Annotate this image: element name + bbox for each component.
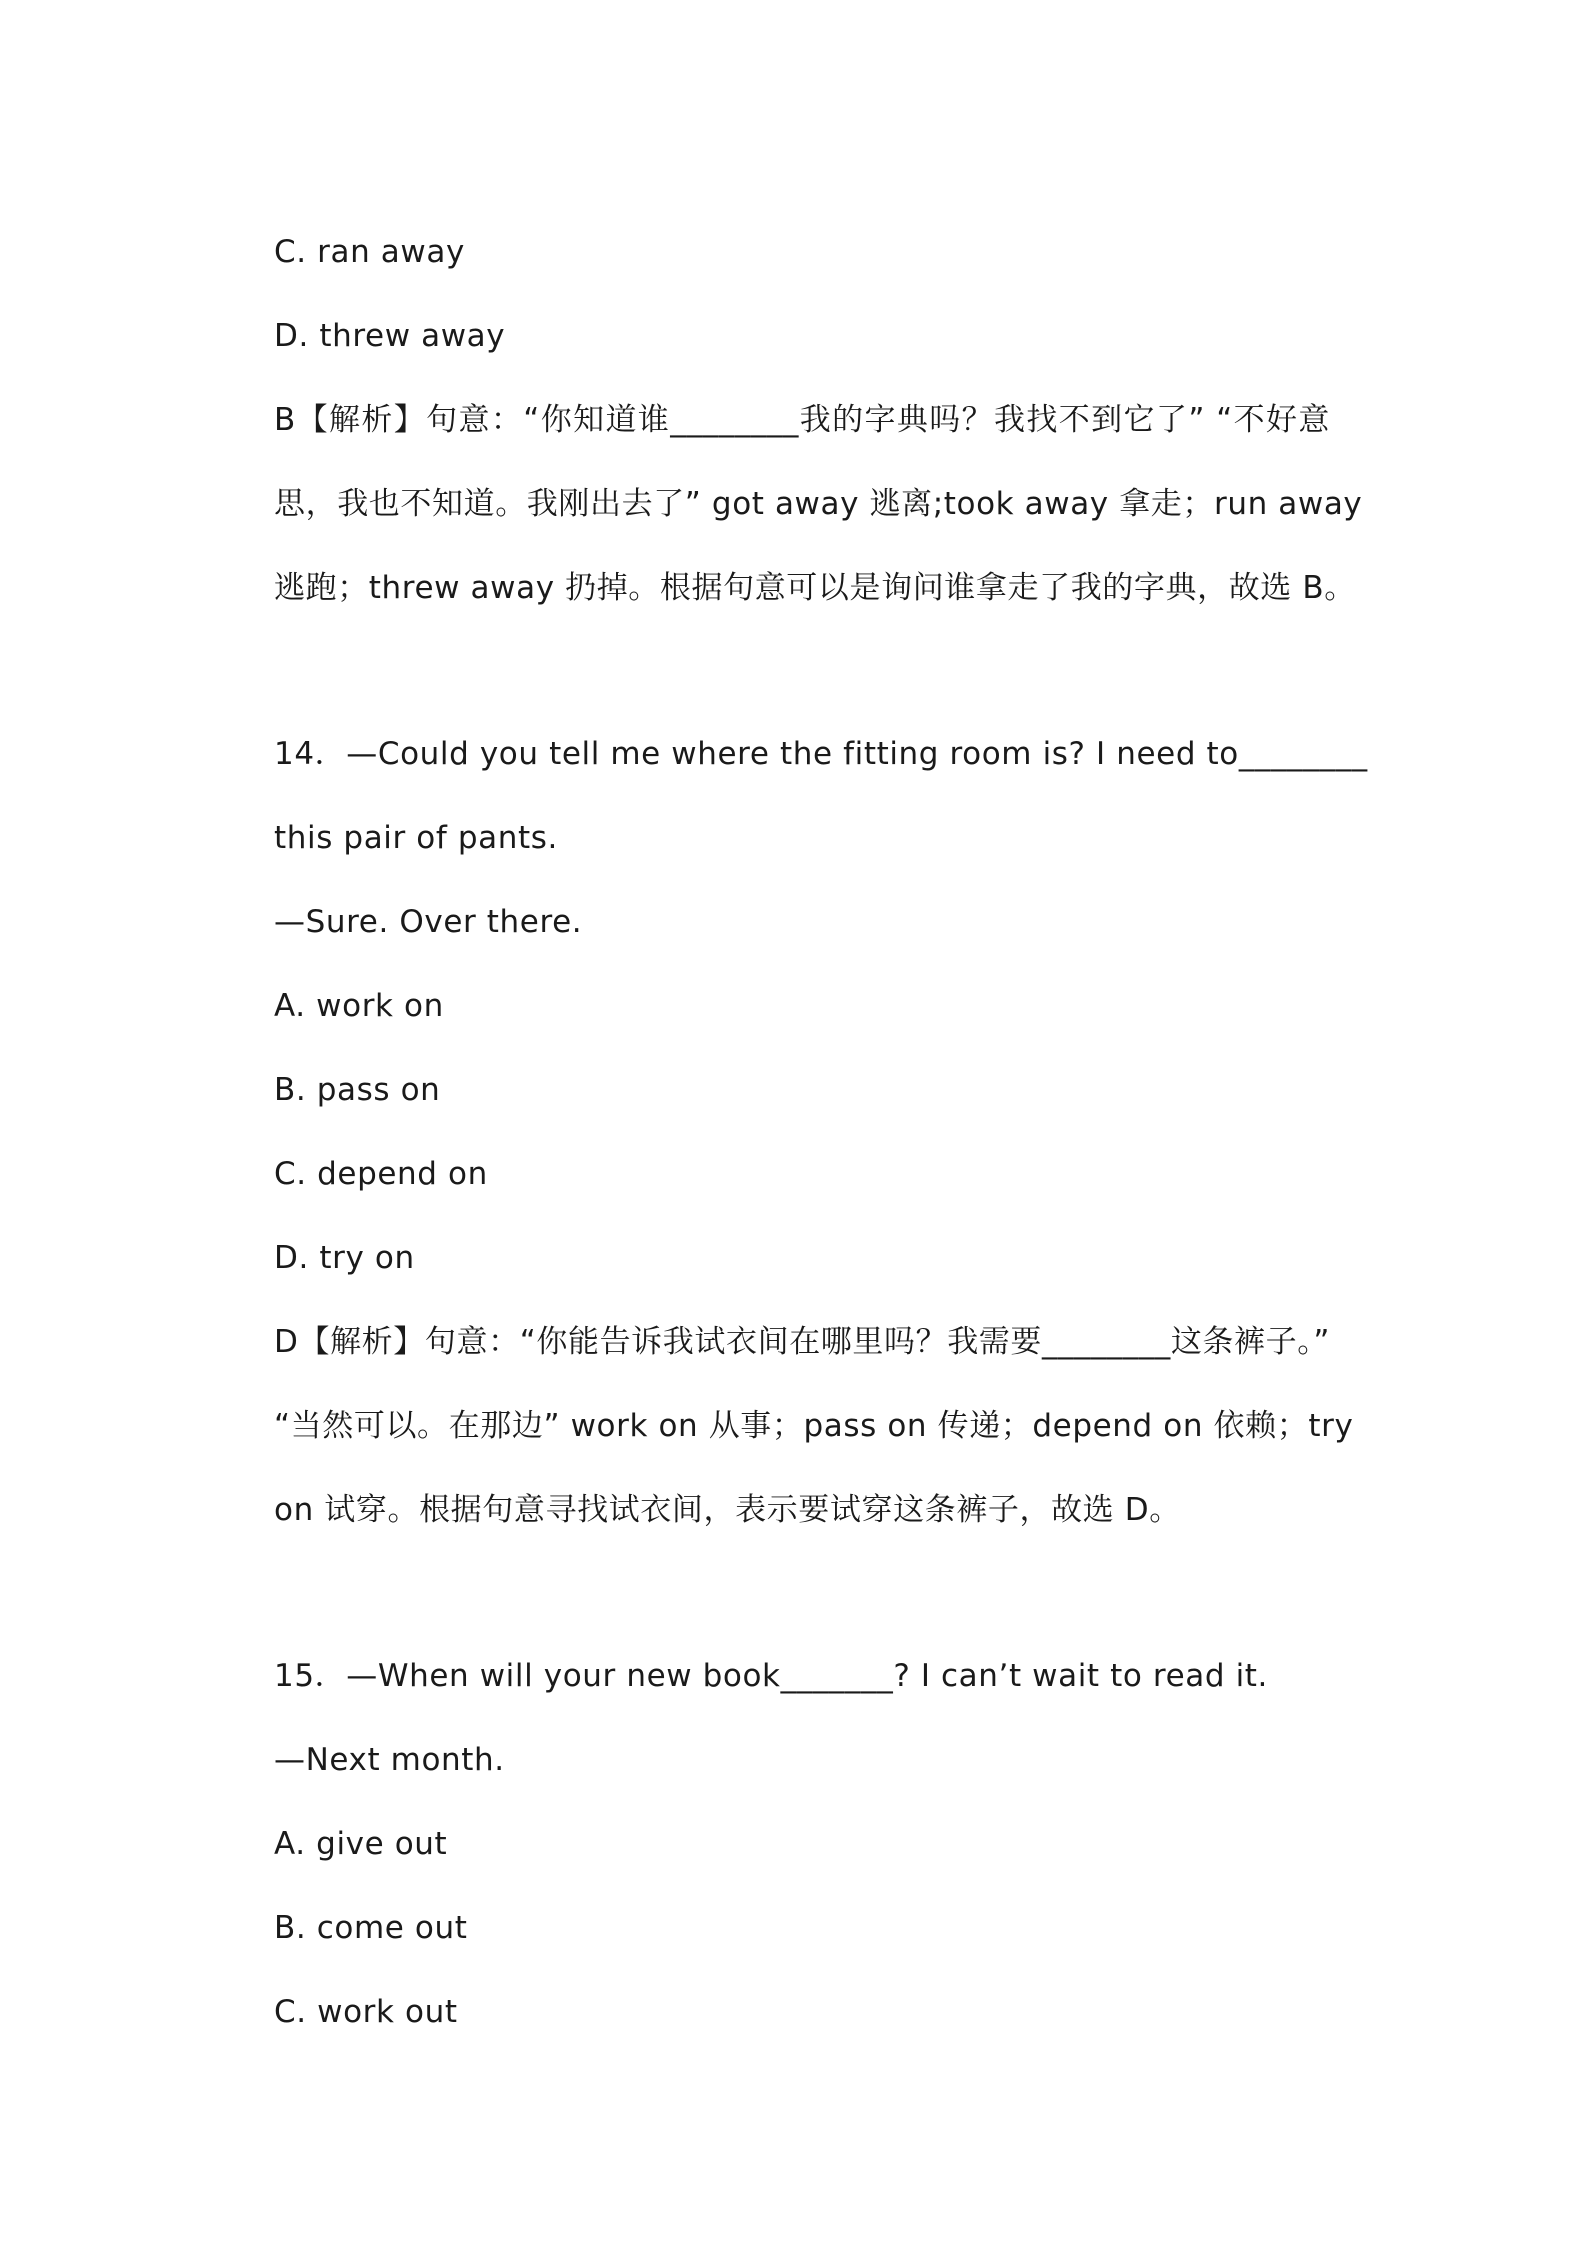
- q13-explanation-line-1: B【解析】句意：“你知道谁________我的字典吗？我找不到它了” “不好意: [274, 402, 1330, 438]
- q14-explanation-line-1: D【解析】句意：“你能告诉我试衣间在哪里吗？我需要________这条裤子。”: [274, 1324, 1330, 1360]
- q15-option-a: A. give out: [274, 1826, 448, 1862]
- q14-option-d: D. try on: [274, 1240, 415, 1276]
- q14-option-b: B. pass on: [274, 1072, 441, 1108]
- page-content: [274, 210, 1368, 2054]
- q14-explanation-line-2: “当然可以。在那边” work on 从事；pass on 传递；depend on 依赖；try: [274, 1408, 1354, 1444]
- question-spacer: [274, 1552, 1330, 1634]
- q14-explanation-line-3: on 试穿。根据句意寻找试衣间，表示要试穿这条裤子，故选 D。: [274, 1492, 1181, 1528]
- q13-explanation-line-3: 逃跑；threw away 扔掉。根据句意可以是询问谁拿走了我的字典，故选 B。: [274, 570, 1356, 606]
- question-spacer: [274, 630, 1330, 712]
- q14-option-a: A. work on: [274, 988, 444, 1024]
- q13-explanation-line-2: 思，我也不知道。我刚出去了” got away 逃离;took away 拿走；run away: [274, 486, 1363, 522]
- q14-stem-line-1: 14．—Could you tell me where the fitting room is? I need to________: [274, 736, 1368, 772]
- q14-option-c: C. depend on: [274, 1156, 488, 1192]
- q14-reply: —Sure. Over there.: [274, 904, 583, 940]
- q15-stem: 15．—When will your new book_______? I can’t wait to read it.: [274, 1658, 1269, 1694]
- q13-option-d: D. threw away: [274, 318, 506, 354]
- q14-stem-line-2: this pair of pants.: [274, 820, 558, 856]
- q13-option-c: C. ran away: [274, 234, 465, 270]
- q15-option-b: B. come out: [274, 1910, 468, 1946]
- q15-option-c: C. work out: [274, 1994, 458, 2030]
- q15-reply: —Next month.: [274, 1742, 505, 1778]
